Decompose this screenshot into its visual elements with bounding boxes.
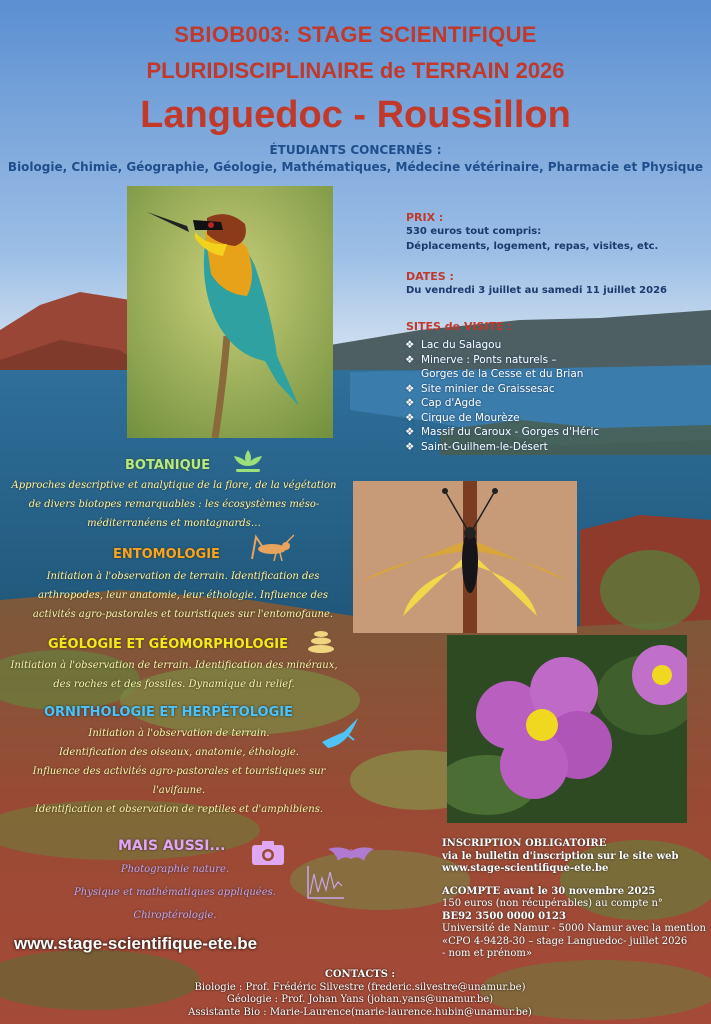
inscription-line-1: via le bulletin d'inscription sur le site web [442,850,679,862]
botanique-title: BOTANIQUE [125,458,211,473]
inscription-heading: INSCRIPTION OBLIGATOIRE [442,838,607,849]
list-item: ❖ Cirque de Mourèze [405,411,520,424]
ornithologie-title: ORNITHOLOGIE ET HERPÉTOLOGIE [44,705,293,720]
list-item: ❖ Minerve : Ponts naturels – [405,353,557,366]
diamond-bullet-icon: ❖ [405,426,415,438]
contact-assistante: Assistante Bio : Marie-Laurence(marie-laurence.hubin@unamur.be) [188,1006,532,1018]
diamond-bullet-icon: ❖ [405,440,415,453]
ornithologie-text [14,724,344,819]
dates-text: Du vendredi 3 juillet au samedi 11 juillet 2026 [406,285,667,296]
entomologie-title: ENTOMOLOGIE [113,547,220,562]
acompte-heading: ACOMPTE avant le 30 novembre 2025 [442,885,656,897]
price-line-1: 530 euros tout compris: [406,226,542,237]
entomologie-text: Initiation à l'observation de terrain. Identification des arthropodes, leur anatomie, leur éthologie. Influence des activités agro-pastorales et touristiques sur l'entomofaune. [32,571,334,620]
cistus-photo [447,635,687,823]
title-line-2: PLURIDISCIPLINAIRE de TERRAIN 2026 [146,58,565,83]
title-line-1: SBIOB003: STAGE SCIENTIFIQUE [174,22,537,47]
region-title: Languedoc - Roussillon [140,94,571,136]
grasshopper-icon [250,533,294,563]
stones-icon [306,626,336,654]
ornithologie-line-4: Identification et observation de reptiles et d'amphibiens. [34,804,324,815]
list-item: Gorges de la Cesse et du Brian [421,368,584,380]
botanique-text: Approches descriptive et analytique de la flore, de la végétation de divers biotopes remarquables : les écosystèmes mésoméditerranéens et montagnards… [11,480,337,529]
mais-aussi-item-1: Photographie nature. [120,864,230,875]
contacts-heading: CONTACTS : [324,969,396,980]
diamond-bullet-icon: ❖ [405,397,415,409]
acompte-mention-1: «CPO 4-9428-30 – stage Languedoc- juillet 2026 [442,935,688,947]
lotus-icon [230,446,266,476]
inscription-website[interactable]: www.stage-scientifique-ete.be [442,863,609,874]
ornithologie-line-3: Influence des activités agro-pastorales et touristiques sur l'avifaune. [32,766,326,796]
price-block [406,211,658,254]
list-item: ❖ Massif du Caroux - Gorges d'Héric [405,426,600,438]
contacts-block [140,969,580,1019]
acompte-amount: 150 euros (non récupérables) au compte n° [442,898,663,909]
list-item: ❖ Site minier de Graissesac [405,382,555,395]
mais-aussi-title: MAIS AUSSI... [118,838,226,854]
list-item: ❖ Saint-Guilhem-le-Désert [405,440,548,453]
graph-icon [306,864,346,900]
sites-list [405,338,599,454]
contact-biologie: Biologie : Prof. Frédéric Silvestre (frederic.silvestre@unamur.be) [194,981,526,993]
geologie-text: Initiation à l'observation de terrain. Identification des minéraux, des roches et des fossiles. Dynamique du relief. [10,660,338,690]
diamond-bullet-icon: ❖ [405,353,415,366]
diamond-bullet-icon: ❖ [405,339,415,351]
sites-heading: SITES de VISITE : [406,320,512,333]
owlfly-photo [353,481,577,633]
mais-aussi-list [40,858,310,927]
acompte-mention-2: - nom et prénom» [442,948,532,959]
diamond-bullet-icon: ❖ [405,411,415,424]
diamond-bullet-icon: ❖ [405,382,415,395]
contact-geologie: Géologie : Prof. Johan Yans (johan.yans@unamur.be) [226,994,494,1005]
students-list: Biologie, Chimie, Géographie, Géologie, Mathématiques, Médecine vétérinaire, Pharmacie et Physique [7,160,704,174]
acompte-bank: Université de Namur - 5000 Namur avec la mention [442,923,706,934]
price-line-2: Déplacements, logement, repas, visites, etc. [406,241,659,252]
ornithologie-line-1: Initiation à l'observation de terrain. [88,728,270,739]
students-heading: ÉTUDIANTS CONCERNÉS : [269,143,442,157]
dates-heading: DATES : [406,270,454,283]
list-item: ❖ Cap d'Agde [405,397,482,409]
bee-eater-photo [127,186,333,438]
price-heading: PRIX : [406,211,444,224]
inscription-block [442,838,706,961]
list-item: ❖ Lac du Salagou [405,339,502,351]
geologie-title: GÉOLOGIE ET GÉOMORPHOLOGIE [48,637,288,652]
ornithologie-line-2: Identification des oiseaux, anatomie, éthologie. [59,747,299,758]
website-link[interactable]: www.stage-scientifique-ete.be [14,934,258,953]
mais-aussi-item-3: Chiroptérologie. [133,910,217,921]
acompte-iban: BE92 3500 0000 0123 [442,910,566,922]
dates-block [406,270,667,298]
mais-aussi-item-2: Physique et mathématiques appliquées. [74,887,276,898]
